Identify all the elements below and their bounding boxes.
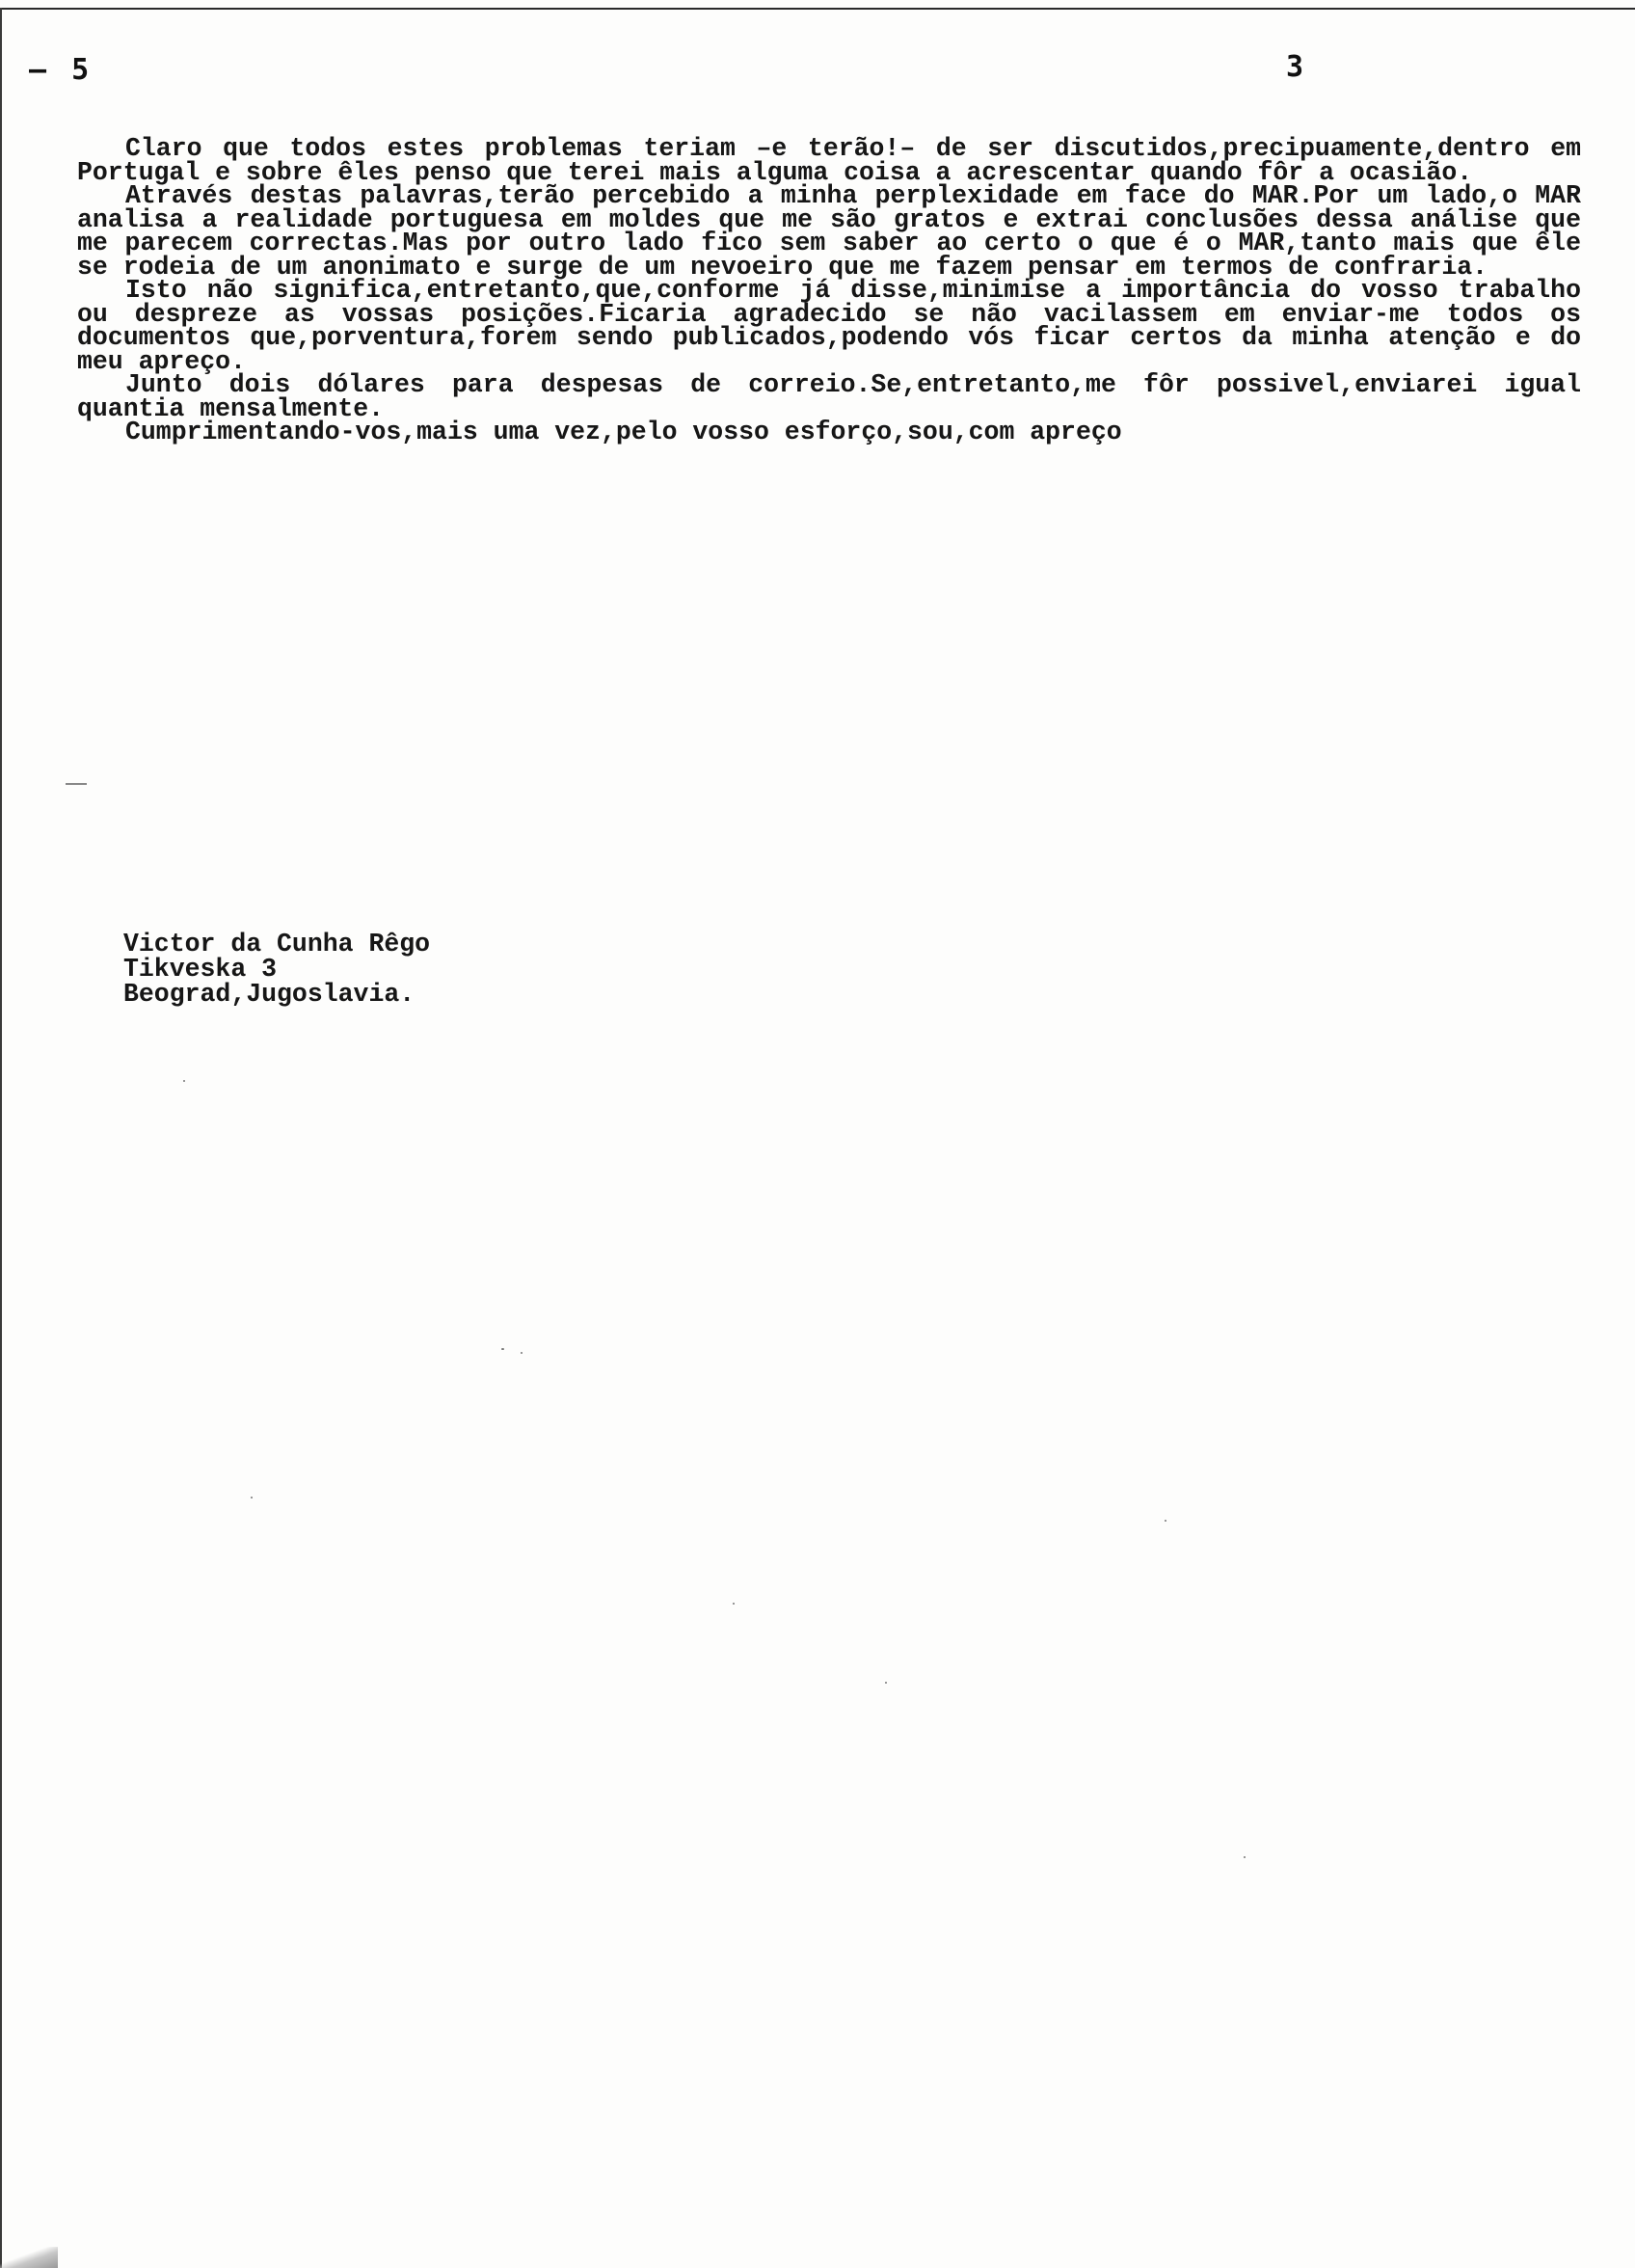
scan-speck — [885, 1682, 887, 1684]
page-number: 3 — [1286, 50, 1304, 84]
scan-speck — [1244, 1856, 1246, 1858]
signature-city: Beograd,Jugoslavia. — [123, 980, 415, 1009]
paragraph-2: Através destas palavras,terão percebido a minha perplexidade em face do MAR.Por um lado,o MAR analisa a realidade portuguesa em moldes que me são gratos e extrai conclusões dessa análise que me parecem correctas.Mas por outro lado fico sem saber ao certo o que é o MAR,tanto mais que êle se rodeia de um anonimato e surge de um nevoeiro que me fazem pensar em termos de confraria. — [77, 181, 1581, 282]
scan-speck — [501, 1348, 504, 1350]
scan-left-edge — [0, 8, 2, 2268]
scan-corner-shadow — [0, 2247, 58, 2268]
paragraph-3: Isto não significa,entretanto,que,conforme já disse,minimise a importância do vosso trabalho ou despreze as vossas posições.Ficaria agradecido se não vacilassem em enviar-me todos os documentos que,porventura,forem sendo publicados,podendo vós ficar certos da minha atenção e do meu apreço. — [77, 276, 1581, 376]
signature-name: Victor da Cunha Rêgo — [123, 930, 431, 958]
scan-top-edge — [0, 8, 1635, 10]
letter-body — [77, 134, 1581, 446]
scan-speck — [251, 1497, 253, 1498]
scan-speck — [521, 1352, 523, 1354]
scan-speck — [183, 1080, 185, 1082]
paragraph-5-closing: Cumprimentando-vos,mais uma vez,pelo vosso esforço,sou,com apreço — [125, 418, 1122, 446]
scan-speck — [1165, 1520, 1166, 1522]
scan-speck — [733, 1603, 735, 1605]
paragraph-4: Junto dois dólares para despesas de correio.Se,entretanto,me fôr possivel,enviarei igual quantia mensalmente. — [77, 370, 1581, 423]
paragraph-1: Claro que todos estes problemas teriam –e terão!– de ser discutidos,precipuamente,dentro em Portugal e sobre êles penso que terei mais alguma coisa a acrescentar quando fôr a ocasião. — [77, 134, 1581, 187]
stray-ink-mark — [66, 783, 87, 785]
signature-street: Tikveska 3 — [123, 955, 278, 984]
signature-block — [123, 932, 430, 1007]
corner-mark: – 5 — [29, 53, 94, 87]
